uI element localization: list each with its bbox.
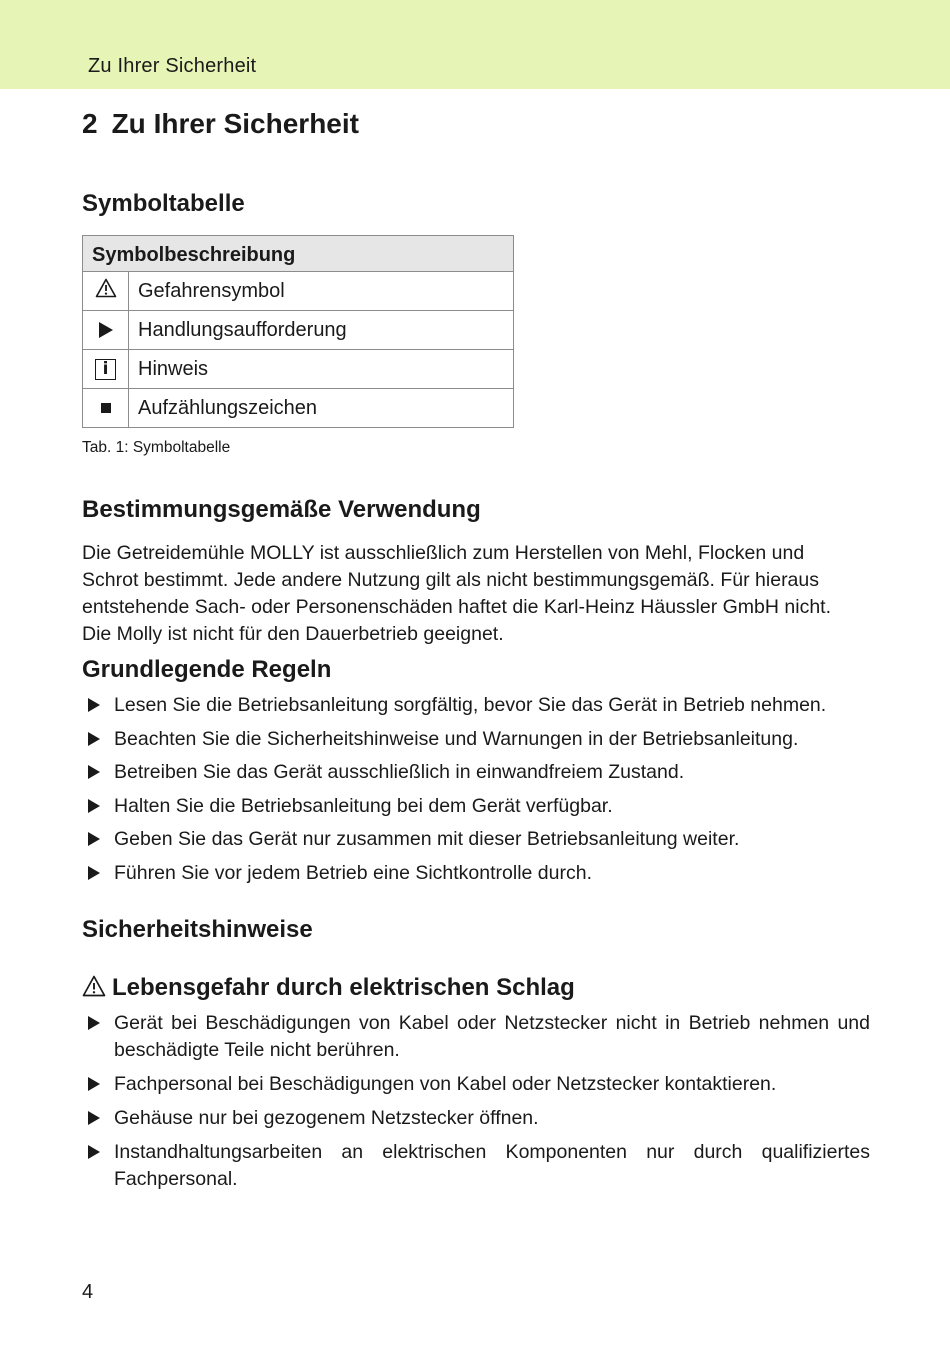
play-arrow-icon (88, 1077, 100, 1091)
safety-heading: Sicherheitshinweise (82, 916, 313, 943)
safety-list (82, 1010, 870, 1200)
running-header-title: Zu Ihrer Sicherheit (88, 55, 257, 77)
paragraph-line: Die Molly ist nicht für den Dauerbetrieb geeignet. (82, 623, 504, 645)
list-item-text: Instandhaltungsarbeiten an elektrischen Komponenten nur durch qualifiziertes Fachpersonal. (114, 1141, 870, 1190)
list-item (82, 793, 870, 827)
list-item (82, 759, 870, 793)
symbol-table-column-header: Symbolbeschreibung (83, 236, 514, 272)
list-item-text: Halten Sie die Betriebsanleitung bei dem Gerät verfügbar. (114, 794, 613, 817)
chapter-number: 2 (82, 108, 98, 139)
list-item-text: Gerät bei Beschädigungen von Kabel oder Netzstecker nicht in Betrieb nehmen und beschädigte Teile nicht berühren. (114, 1012, 870, 1061)
warning-heading (82, 974, 575, 1002)
basic-rules-list (82, 692, 870, 893)
table-row (83, 389, 514, 428)
symbol-cell (83, 389, 129, 428)
square-bullet-icon (101, 403, 111, 413)
play-arrow-icon (88, 732, 100, 746)
list-item (82, 726, 870, 760)
intended-use-paragraph (82, 540, 872, 648)
play-arrow-icon (88, 765, 100, 779)
play-arrow-icon (88, 1111, 100, 1125)
list-item-text: Lesen Sie die Betriebsanleitung sorgfältig, bevor Sie das Gerät in Betrieb nehmen. (114, 694, 827, 716)
list-item (82, 860, 870, 894)
list-item-text: Führen Sie vor jedem Betrieb eine Sichtkontrolle durch. (114, 861, 592, 884)
table-caption: Tab. 1: Symboltabelle (82, 439, 231, 456)
play-arrow-icon (88, 799, 100, 813)
table-row (83, 272, 514, 311)
symbol-description: Handlungsaufforderung (129, 311, 514, 350)
list-item (82, 692, 870, 726)
symbol-table-header-row (83, 236, 514, 272)
play-arrow-icon (88, 832, 100, 846)
paragraph-line: entstehende Sach- oder Personenschäden haftet die Karl-Heinz Häussler GmbH nicht. (82, 596, 831, 618)
table-row (83, 311, 514, 350)
list-item (82, 1105, 870, 1132)
chapter-title: Zu Ihrer Sicherheit (111, 108, 359, 139)
paragraph-line: Schrot bestimmt. Jede andere Nutzung gilt als nicht bestimmungsgemäß. Für hieraus (82, 569, 820, 591)
play-arrow-icon (88, 698, 100, 712)
warning-triangle-icon (82, 975, 106, 997)
symbol-cell (83, 272, 129, 311)
symbol-description: Gefahrensymbol (129, 272, 514, 311)
page-number: 4 (82, 1281, 94, 1303)
chapter-heading (82, 108, 359, 140)
play-arrow-icon (99, 322, 113, 338)
symbol-table (82, 235, 514, 428)
symbol-table-heading: Symboltabelle (82, 190, 245, 217)
list-item (82, 1139, 870, 1193)
play-arrow-icon (88, 1016, 100, 1030)
list-item (82, 1071, 870, 1098)
paragraph-line: Die Getreidemühle MOLLY ist ausschließlich zum Herstellen von Mehl, Flocken und (82, 542, 805, 564)
symbol-cell (83, 311, 129, 350)
symbol-description: Aufzählungszeichen (129, 389, 514, 428)
play-arrow-icon (88, 866, 100, 880)
play-arrow-icon (88, 1145, 100, 1159)
basic-rules-heading: Grundlegende Regeln (82, 656, 332, 683)
list-item-text: Beachten Sie die Sicherheitshinweise und Warnungen in der Betriebsanleitung. (114, 727, 799, 750)
list-item-text: Geben Sie das Gerät nur zusammen mit dieser Betriebsanleitung weiter. (114, 828, 740, 850)
symbol-cell (83, 350, 129, 389)
warning-title: Lebensgefahr durch elektrischen Schlag (112, 974, 575, 1001)
list-item (82, 1010, 870, 1064)
list-item-text: Fachpersonal bei Beschädigungen von Kabel oder Netzstecker kontaktieren. (114, 1073, 777, 1095)
table-row (83, 350, 514, 389)
intended-use-heading: Bestimmungsgemäße Verwendung (82, 496, 481, 523)
warning-triangle-icon (95, 278, 117, 298)
symbol-description: Hinweis (129, 350, 514, 389)
list-item-text: Gehäuse nur bei gezogenem Netzstecker öffnen. (114, 1107, 539, 1129)
info-box-icon: i (95, 359, 116, 380)
list-item-text: Betreiben Sie das Gerät ausschließlich in einwandfreiem Zustand. (114, 761, 685, 783)
list-item (82, 826, 870, 860)
